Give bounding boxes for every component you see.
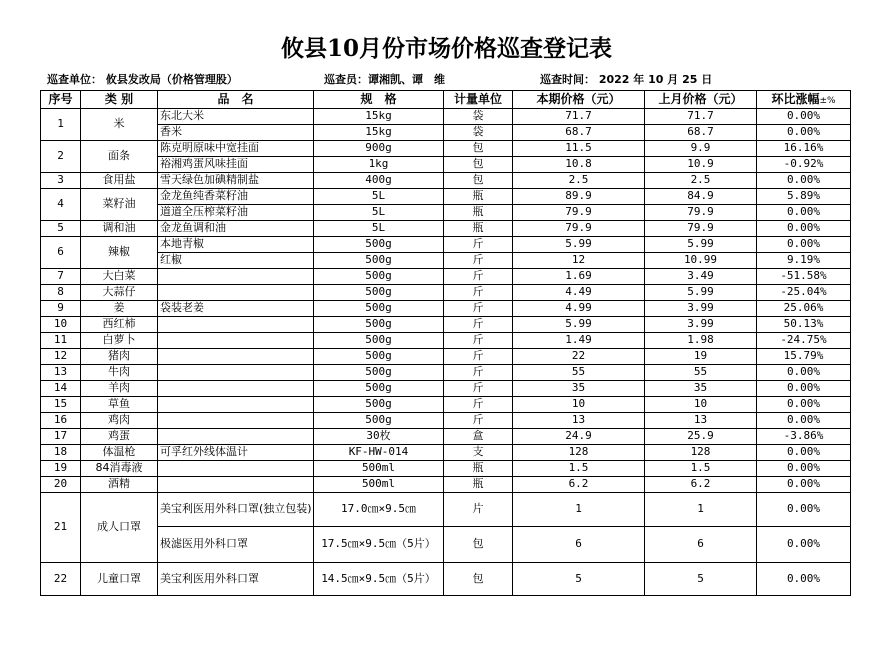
row-seq: 9 <box>41 301 81 317</box>
item-last-price: 3.49 <box>645 269 757 285</box>
row-seq: 18 <box>41 445 81 461</box>
item-name: 美宝利医用外科口罩 <box>158 563 314 596</box>
item-unit: 瓶 <box>444 461 513 477</box>
item-change: 0.00% <box>757 237 851 253</box>
item-spec: 500g <box>314 253 444 269</box>
header-current-price: 本期价格（元） <box>513 91 645 109</box>
row-category: 猪肉 <box>81 349 158 365</box>
table-row <box>41 221 851 237</box>
row-category: 白萝卜 <box>81 333 158 349</box>
item-spec: 500g <box>314 317 444 333</box>
table-row <box>41 461 851 477</box>
table-row <box>41 317 851 333</box>
table-row <box>41 141 851 157</box>
item-name <box>158 397 314 413</box>
row-seq: 5 <box>41 221 81 237</box>
row-category: 姜 <box>81 301 158 317</box>
table-row <box>41 445 851 461</box>
header-unit: 计量单位 <box>444 91 513 109</box>
item-change: 0.00% <box>757 477 851 493</box>
item-name <box>158 477 314 493</box>
table-row <box>41 237 851 253</box>
row-category: 调和油 <box>81 221 158 237</box>
header-category: 类 别 <box>81 91 158 109</box>
item-change: 0.00% <box>757 221 851 237</box>
item-unit: 支 <box>444 445 513 461</box>
item-name <box>158 413 314 429</box>
item-change: 0.00% <box>757 397 851 413</box>
table-header-row <box>41 91 851 109</box>
inspector <box>324 71 445 87</box>
item-unit: 斤 <box>444 269 513 285</box>
item-spec: 15kg <box>314 125 444 141</box>
item-unit: 斤 <box>444 333 513 349</box>
inspection-time-value: 2022 年 10 月 25 日 <box>598 73 713 86</box>
item-last-price: 10.99 <box>645 253 757 269</box>
item-change: 0.00% <box>757 493 851 527</box>
item-name: 本地青椒 <box>158 237 314 253</box>
header-spec: 规 格 <box>314 91 444 109</box>
item-last-price: 3.99 <box>645 317 757 333</box>
inspection-time <box>540 71 712 87</box>
table-row <box>41 381 851 397</box>
item-name <box>158 461 314 477</box>
item-last-price: 79.9 <box>645 221 757 237</box>
item-current-price: 1.69 <box>513 269 645 285</box>
item-change: 15.79% <box>757 349 851 365</box>
item-last-price: 2.5 <box>645 173 757 189</box>
item-last-price: 1.98 <box>645 333 757 349</box>
item-current-price: 24.9 <box>513 429 645 445</box>
item-spec: 1kg <box>314 157 444 173</box>
table-row <box>41 173 851 189</box>
item-name: 袋装老姜 <box>158 301 314 317</box>
row-seq: 8 <box>41 285 81 301</box>
row-category: 草鱼 <box>81 397 158 413</box>
row-seq: 7 <box>41 269 81 285</box>
row-seq: 6 <box>41 237 81 269</box>
item-unit: 瓶 <box>444 477 513 493</box>
item-name: 可孚红外线体温计 <box>158 445 314 461</box>
item-change: -3.86% <box>757 429 851 445</box>
item-spec: 500g <box>314 333 444 349</box>
item-last-price: 71.7 <box>645 109 757 125</box>
item-last-price: 79.9 <box>645 205 757 221</box>
item-spec: 500g <box>314 269 444 285</box>
item-last-price: 19 <box>645 349 757 365</box>
item-current-price: 4.99 <box>513 301 645 317</box>
row-category: 鸡肉 <box>81 413 158 429</box>
item-last-price: 6.2 <box>645 477 757 493</box>
row-seq: 17 <box>41 429 81 445</box>
row-seq: 4 <box>41 189 81 221</box>
item-current-price: 79.9 <box>513 205 645 221</box>
item-name: 金龙鱼调和油 <box>158 221 314 237</box>
item-spec: KF-HW-014 <box>314 445 444 461</box>
item-current-price: 35 <box>513 381 645 397</box>
item-current-price: 6 <box>513 527 645 563</box>
item-name <box>158 269 314 285</box>
item-last-price: 5.99 <box>645 237 757 253</box>
item-last-price: 9.9 <box>645 141 757 157</box>
item-name: 金龙鱼纯香菜籽油 <box>158 189 314 205</box>
row-seq: 21 <box>41 493 81 563</box>
item-last-price: 3.99 <box>645 301 757 317</box>
item-name <box>158 429 314 445</box>
row-seq: 14 <box>41 381 81 397</box>
item-spec: 14.5㎝×9.5㎝（5片） <box>314 563 444 596</box>
item-spec: 30枚 <box>314 429 444 445</box>
item-spec: 500g <box>314 381 444 397</box>
item-unit: 瓶 <box>444 189 513 205</box>
row-seq: 10 <box>41 317 81 333</box>
item-change: 0.00% <box>757 527 851 563</box>
item-unit: 片 <box>444 493 513 527</box>
item-change: 0.00% <box>757 563 851 596</box>
header-seq: 序号 <box>41 91 81 109</box>
row-category: 儿童口罩 <box>81 563 158 596</box>
item-last-price: 5.99 <box>645 285 757 301</box>
item-current-price: 68.7 <box>513 125 645 141</box>
item-name: 香米 <box>158 125 314 141</box>
row-category: 辣椒 <box>81 237 158 269</box>
item-unit: 盒 <box>444 429 513 445</box>
item-unit: 袋 <box>444 109 513 125</box>
inspection-unit-value: 攸县发改局（价格管理股） <box>105 73 238 86</box>
row-seq: 2 <box>41 141 81 173</box>
item-last-price: 1.5 <box>645 461 757 477</box>
item-current-price: 22 <box>513 349 645 365</box>
item-change: 0.00% <box>757 381 851 397</box>
table-row <box>41 189 851 205</box>
item-name <box>158 285 314 301</box>
item-unit: 斤 <box>444 237 513 253</box>
row-seq: 22 <box>41 563 81 596</box>
item-unit: 斤 <box>444 349 513 365</box>
item-change: 0.00% <box>757 205 851 221</box>
row-seq: 3 <box>41 173 81 189</box>
inspector-label: 巡查员： <box>324 73 368 86</box>
row-category: 成人口罩 <box>81 493 158 563</box>
item-current-price: 71.7 <box>513 109 645 125</box>
item-current-price: 128 <box>513 445 645 461</box>
header-change-suffix: ±% <box>819 95 836 106</box>
item-spec: 500g <box>314 285 444 301</box>
item-current-price: 6.2 <box>513 477 645 493</box>
table-row <box>41 125 851 141</box>
item-current-price: 5.99 <box>513 317 645 333</box>
table-row <box>41 205 851 221</box>
item-last-price: 128 <box>645 445 757 461</box>
item-spec: 5L <box>314 189 444 205</box>
row-seq: 13 <box>41 365 81 381</box>
row-category: 鸡蛋 <box>81 429 158 445</box>
item-unit: 斤 <box>444 381 513 397</box>
row-seq: 20 <box>41 477 81 493</box>
item-change: 0.00% <box>757 125 851 141</box>
row-category: 大蒜仔 <box>81 285 158 301</box>
table-row <box>41 333 851 349</box>
item-name: 雪天绿色加碘精制盐 <box>158 173 314 189</box>
row-category: 菜籽油 <box>81 189 158 221</box>
item-unit: 斤 <box>444 317 513 333</box>
item-change: 50.13% <box>757 317 851 333</box>
item-current-price: 13 <box>513 413 645 429</box>
item-name <box>158 349 314 365</box>
item-change: 25.06% <box>757 301 851 317</box>
item-last-price: 10.9 <box>645 157 757 173</box>
item-unit: 斤 <box>444 397 513 413</box>
item-unit: 斤 <box>444 301 513 317</box>
item-spec: 900g <box>314 141 444 157</box>
item-change: 0.00% <box>757 413 851 429</box>
row-category: 米 <box>81 109 158 141</box>
row-seq: 12 <box>41 349 81 365</box>
item-name <box>158 365 314 381</box>
item-name: 东北大米 <box>158 109 314 125</box>
item-change: -24.75% <box>757 333 851 349</box>
row-category: 牛肉 <box>81 365 158 381</box>
row-seq: 16 <box>41 413 81 429</box>
header-change <box>757 91 851 109</box>
row-seq: 1 <box>41 109 81 141</box>
row-category: 羊肉 <box>81 381 158 397</box>
item-last-price: 13 <box>645 413 757 429</box>
table-row <box>41 301 851 317</box>
header-last-price: 上月价格（元） <box>645 91 757 109</box>
item-last-price: 84.9 <box>645 189 757 205</box>
row-category: 大白菜 <box>81 269 158 285</box>
item-spec: 500ml <box>314 461 444 477</box>
item-name: 极滤医用外科口罩 <box>158 527 314 563</box>
table-row <box>41 157 851 173</box>
row-seq: 15 <box>41 397 81 413</box>
item-current-price: 1 <box>513 493 645 527</box>
item-current-price: 55 <box>513 365 645 381</box>
item-current-price: 10.8 <box>513 157 645 173</box>
item-current-price: 10 <box>513 397 645 413</box>
item-last-price: 55 <box>645 365 757 381</box>
item-current-price: 2.5 <box>513 173 645 189</box>
item-name: 红椒 <box>158 253 314 269</box>
item-last-price: 35 <box>645 381 757 397</box>
item-unit: 包 <box>444 563 513 596</box>
item-name: 道道全压榨菜籽油 <box>158 205 314 221</box>
item-change: -0.92% <box>757 157 851 173</box>
item-spec: 5L <box>314 221 444 237</box>
item-spec: 500ml <box>314 477 444 493</box>
inspection-time-label: 巡查时间： <box>540 73 595 86</box>
item-name: 美宝利医用外科口罩(独立包装) <box>158 493 314 527</box>
item-current-price: 12 <box>513 253 645 269</box>
row-category: 食用盐 <box>81 173 158 189</box>
inspection-unit-label: 巡查单位： <box>47 73 102 86</box>
table-row <box>41 493 851 527</box>
header-change-label: 环比涨幅 <box>771 91 820 106</box>
item-change: 0.00% <box>757 445 851 461</box>
table-row <box>41 109 851 125</box>
item-current-price: 1.5 <box>513 461 645 477</box>
row-category: 酒精 <box>81 477 158 493</box>
item-change: 5.89% <box>757 189 851 205</box>
item-change: 0.00% <box>757 461 851 477</box>
item-name <box>158 333 314 349</box>
row-seq: 11 <box>41 333 81 349</box>
item-last-price: 1 <box>645 493 757 527</box>
item-unit: 斤 <box>444 285 513 301</box>
item-current-price: 79.9 <box>513 221 645 237</box>
table-row <box>41 269 851 285</box>
table-row <box>41 253 851 269</box>
item-current-price: 89.9 <box>513 189 645 205</box>
row-seq: 19 <box>41 461 81 477</box>
table-row <box>41 527 851 563</box>
table-row <box>41 413 851 429</box>
item-unit: 斤 <box>444 365 513 381</box>
item-name <box>158 381 314 397</box>
item-spec: 500g <box>314 301 444 317</box>
item-current-price: 4.49 <box>513 285 645 301</box>
row-category: 面条 <box>81 141 158 173</box>
item-unit: 包 <box>444 157 513 173</box>
item-current-price: 1.49 <box>513 333 645 349</box>
row-category: 体温枪 <box>81 445 158 461</box>
item-unit: 包 <box>444 527 513 563</box>
item-last-price: 10 <box>645 397 757 413</box>
item-change: -25.04% <box>757 285 851 301</box>
item-unit: 包 <box>444 173 513 189</box>
item-change: 16.16% <box>757 141 851 157</box>
item-change: 0.00% <box>757 173 851 189</box>
item-unit: 瓶 <box>444 205 513 221</box>
item-last-price: 68.7 <box>645 125 757 141</box>
row-category: 84消毒液 <box>81 461 158 477</box>
item-unit: 斤 <box>444 253 513 269</box>
item-spec: 500g <box>314 349 444 365</box>
table-row <box>41 349 851 365</box>
inspection-unit <box>47 71 238 87</box>
inspector-value: 谭湘凯、谭 维 <box>368 73 445 86</box>
item-current-price: 5 <box>513 563 645 596</box>
item-unit: 袋 <box>444 125 513 141</box>
item-current-price: 5.99 <box>513 237 645 253</box>
item-name: 陈克明原味中宽挂面 <box>158 141 314 157</box>
price-table <box>40 90 851 596</box>
page-title: 攸县10月份市场价格巡查登记表 <box>280 35 612 62</box>
item-change: 0.00% <box>757 109 851 125</box>
item-change: 9.19% <box>757 253 851 269</box>
item-spec: 17.0㎝×9.5㎝ <box>314 493 444 527</box>
item-spec: 5L <box>314 205 444 221</box>
item-spec: 500g <box>314 237 444 253</box>
item-unit: 斤 <box>444 413 513 429</box>
table-row <box>41 429 851 445</box>
header-name: 品 名 <box>158 91 314 109</box>
table-body <box>41 109 851 596</box>
item-spec: 17.5㎝×9.5㎝（5片） <box>314 527 444 563</box>
item-spec: 500g <box>314 397 444 413</box>
item-change: 0.00% <box>757 365 851 381</box>
item-name <box>158 317 314 333</box>
item-last-price: 6 <box>645 527 757 563</box>
item-last-price: 25.9 <box>645 429 757 445</box>
item-change: -51.58% <box>757 269 851 285</box>
table-row <box>41 285 851 301</box>
item-spec: 500g <box>314 365 444 381</box>
item-unit: 瓶 <box>444 221 513 237</box>
item-current-price: 11.5 <box>513 141 645 157</box>
table-row <box>41 397 851 413</box>
item-spec: 15kg <box>314 109 444 125</box>
row-category: 西红柿 <box>81 317 158 333</box>
item-spec: 500g <box>314 413 444 429</box>
item-name: 裕湘鸡蛋风味挂面 <box>158 157 314 173</box>
table-row <box>41 365 851 381</box>
item-last-price: 5 <box>645 563 757 596</box>
item-spec: 400g <box>314 173 444 189</box>
item-unit: 包 <box>444 141 513 157</box>
table-row <box>41 477 851 493</box>
table-row <box>41 563 851 596</box>
